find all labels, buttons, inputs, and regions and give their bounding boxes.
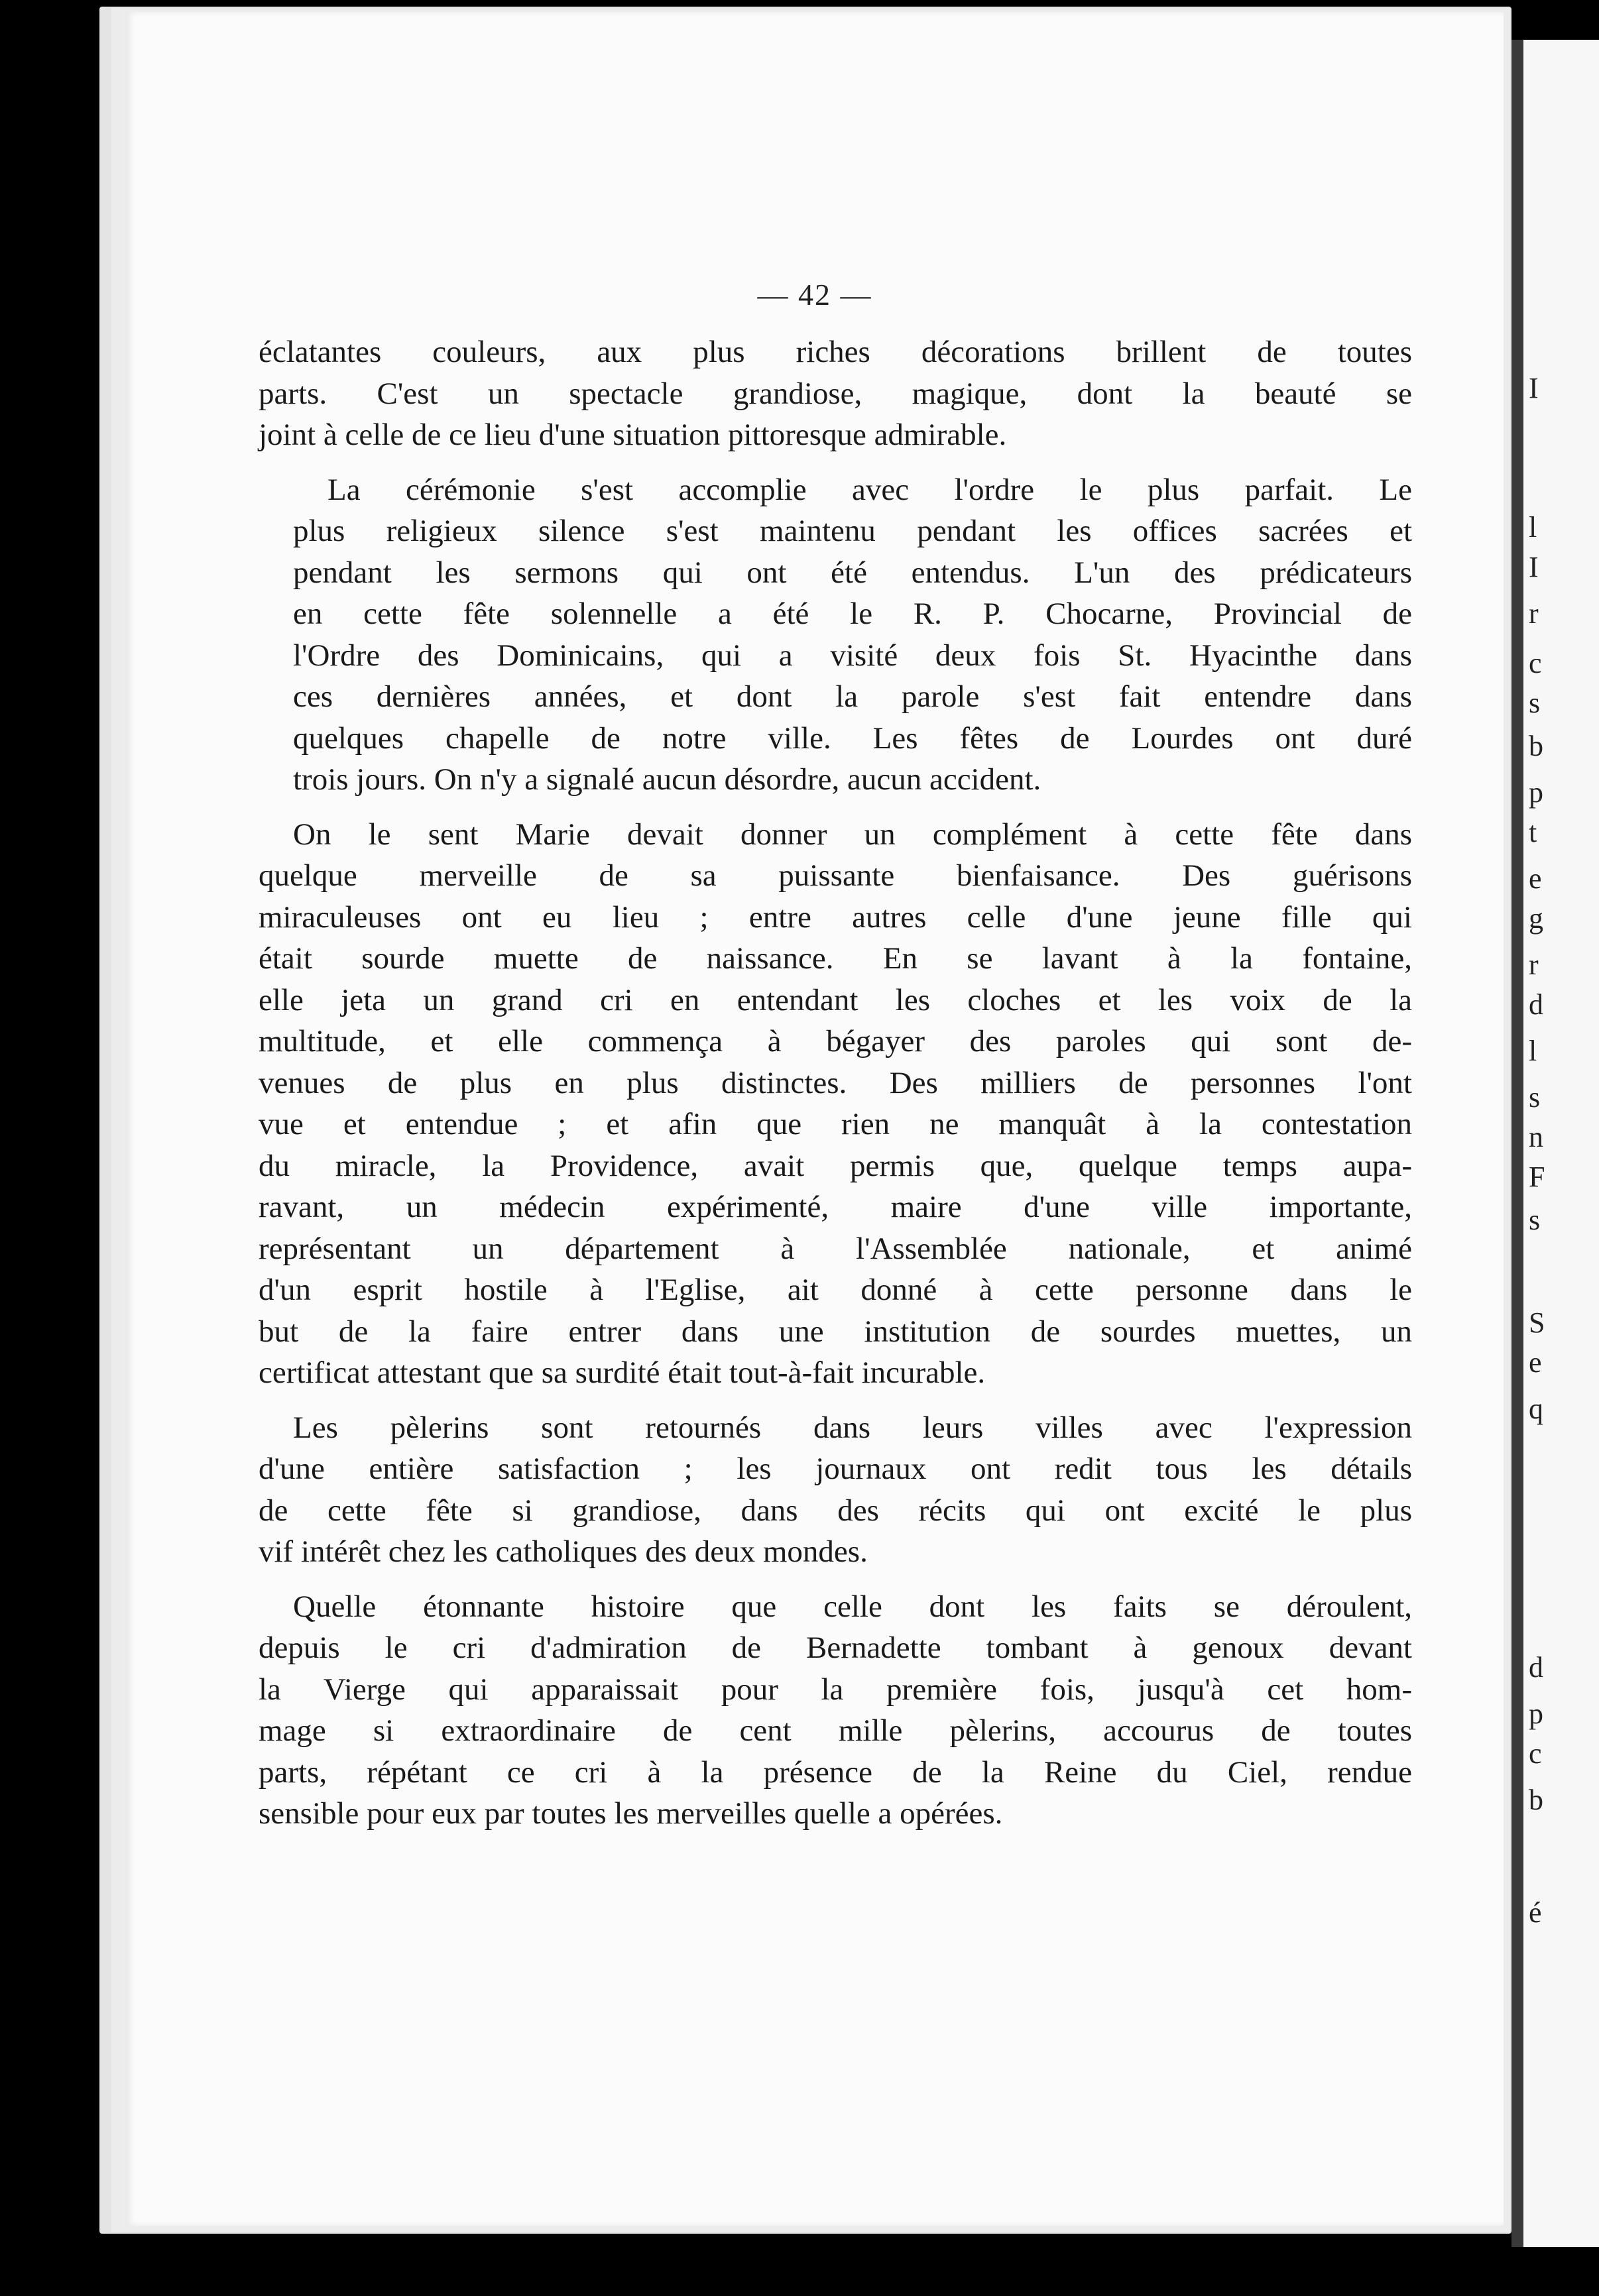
paragraph — [259, 1407, 1412, 1573]
adjacent-page-fragment: s — [1529, 687, 1541, 719]
text-line: vif intérêt chez les catholiques des deux mondes. — [259, 1534, 868, 1569]
text-line: multitude, et elle commença à bégayer des paroles qui sont de- — [259, 1024, 1412, 1059]
adjacent-page-fragment: r — [1529, 948, 1539, 981]
adjacent-page-edge — [1511, 40, 1599, 2247]
paragraph — [259, 814, 1412, 1394]
text-line: d'un esprit hostile à l'Eglise, ait donné à cette personne dans le — [259, 1273, 1412, 1307]
adjacent-page-fragment: I — [1529, 551, 1539, 583]
text-line: depuis le cri d'admiration de Bernadette tombant à genoux devant — [259, 1631, 1412, 1665]
adjacent-page-fragment: b — [1529, 1784, 1543, 1816]
page-body-text — [259, 331, 1412, 1848]
text-line: pendant les sermons qui ont été entendus. L'un des prédicateurs — [293, 555, 1412, 590]
adjacent-page-fragment: p — [1529, 1697, 1543, 1730]
adjacent-page-fragment: e — [1529, 1346, 1542, 1379]
adjacent-page-fragment: q — [1529, 1393, 1543, 1425]
adjacent-page-fragment: c — [1529, 647, 1542, 679]
text-line: but de la faire entrer dans une institution de sourdes muettes, un — [259, 1314, 1412, 1349]
adjacent-page-fragment: I — [1529, 372, 1539, 404]
text-line: d'une entière satisfaction ; les journaux ont redit tous les détails — [259, 1452, 1412, 1486]
text-line: parts, répétant ce cri à la présence de la Reine du Ciel, rendue — [259, 1754, 1412, 1790]
text-line: éclatantes couleurs, aux plus riches décorations brillent de toutes — [259, 335, 1412, 369]
adjacent-page-fragment: é — [1529, 1896, 1542, 1929]
text-line: ravant, un médecin expérimenté, maire d'une ville importante, — [259, 1190, 1412, 1224]
adjacent-page-fragment: F — [1529, 1161, 1545, 1193]
adjacent-page-fragment: S — [1529, 1306, 1545, 1339]
text-line: Les pèlerins sont retournés dans leurs villes avec l'expression — [293, 1410, 1412, 1445]
adjacent-page-fragment: d — [1529, 988, 1543, 1021]
text-line: était sourde muette de naissance. En se lavant à la fontaine, — [259, 941, 1412, 976]
paragraph — [259, 1586, 1412, 1835]
adjacent-page-fragment: l — [1529, 511, 1537, 544]
text-line: quelque merveille de sa puissante bienfaisance. Des guérisons — [259, 858, 1412, 893]
text-line: en cette fête solennelle a été le R. P. Chocarne, Provincial de — [293, 597, 1412, 631]
adjacent-page-fragment: g — [1529, 902, 1543, 935]
text-line: Quelle étonnante histoire que celle dont les faits se déroulent, — [293, 1589, 1412, 1624]
text-line: sensible pour eux par toutes les merveilles quelle a opérées. — [259, 1796, 1003, 1831]
text-line: la Vierge qui apparaissait pour la première fois, jusqu'à cet hom- — [259, 1672, 1412, 1707]
adjacent-page-fragment: n — [1529, 1121, 1543, 1153]
text-line: joint à celle de ce lieu d'une situation pittoresque admirable. — [259, 418, 1007, 452]
text-line: ces dernières années, et dont la parole s'est fait entendre dans — [293, 679, 1412, 714]
text-line: La cérémonie s'est accomplie avec l'ordre le plus parfait. Le — [327, 472, 1412, 507]
adjacent-page-fragment: r — [1529, 597, 1539, 630]
text-line: venues de plus en plus distinctes. Des milliers de personnes l'ont — [259, 1065, 1412, 1100]
adjacent-page-fragment: d — [1529, 1651, 1543, 1684]
text-line: trois jours. On n'y a signalé aucun désordre, aucun accident. — [293, 762, 1041, 797]
text-line: l'Ordre des Dominicains, qui a visité deux fois St. Hyacinthe dans — [293, 638, 1412, 673]
adjacent-page-fragment: p — [1529, 776, 1543, 809]
text-line: vue et entendue ; et afin que rien ne manquât à la contestation — [259, 1107, 1412, 1141]
adjacent-page-fragment: c — [1529, 1737, 1542, 1770]
text-line: représentant un département à l'Assemblée nationale, et animé — [259, 1231, 1412, 1266]
text-line: On le sent Marie devait donner un complément à cette fête dans — [293, 817, 1412, 852]
text-line: quelques chapelle de notre ville. Les fêtes de Lourdes ont duré — [293, 720, 1412, 756]
paragraph — [259, 469, 1412, 801]
text-line: miraculeuses ont eu lieu ; entre autres celle d'une jeune fille qui — [259, 899, 1412, 935]
text-line: parts. C'est un spectacle grandiose, magique, dont la beauté se — [259, 376, 1412, 411]
text-line: mage si extraordinaire de cent mille pèlerins, accourus de toutes — [259, 1713, 1412, 1748]
adjacent-page-fragment: e — [1529, 862, 1542, 895]
adjacent-page-fragment: b — [1529, 730, 1543, 762]
text-line: certificat attestant que sa surdité était tout-à-fait incurable. — [259, 1355, 986, 1390]
text-line: elle jeta un grand cri en entendant les cloches et les voix de la — [259, 982, 1412, 1017]
text-line: du miracle, la Providence, avait permis que, quelque temps aupa- — [259, 1148, 1412, 1183]
paragraph — [259, 331, 1412, 456]
text-line: plus religieux silence s'est maintenu pendant les offices sacrées et — [293, 514, 1412, 548]
text-line: de cette fête si grandiose, dans des récits qui ont excité le plus — [259, 1493, 1412, 1528]
adjacent-page-fragment: s — [1529, 1204, 1541, 1236]
adjacent-page-fragment: s — [1529, 1081, 1541, 1114]
page-number: — 42 — — [757, 278, 872, 312]
adjacent-page-fragment: l — [1529, 1035, 1537, 1067]
adjacent-page-fragment: t — [1529, 816, 1537, 848]
